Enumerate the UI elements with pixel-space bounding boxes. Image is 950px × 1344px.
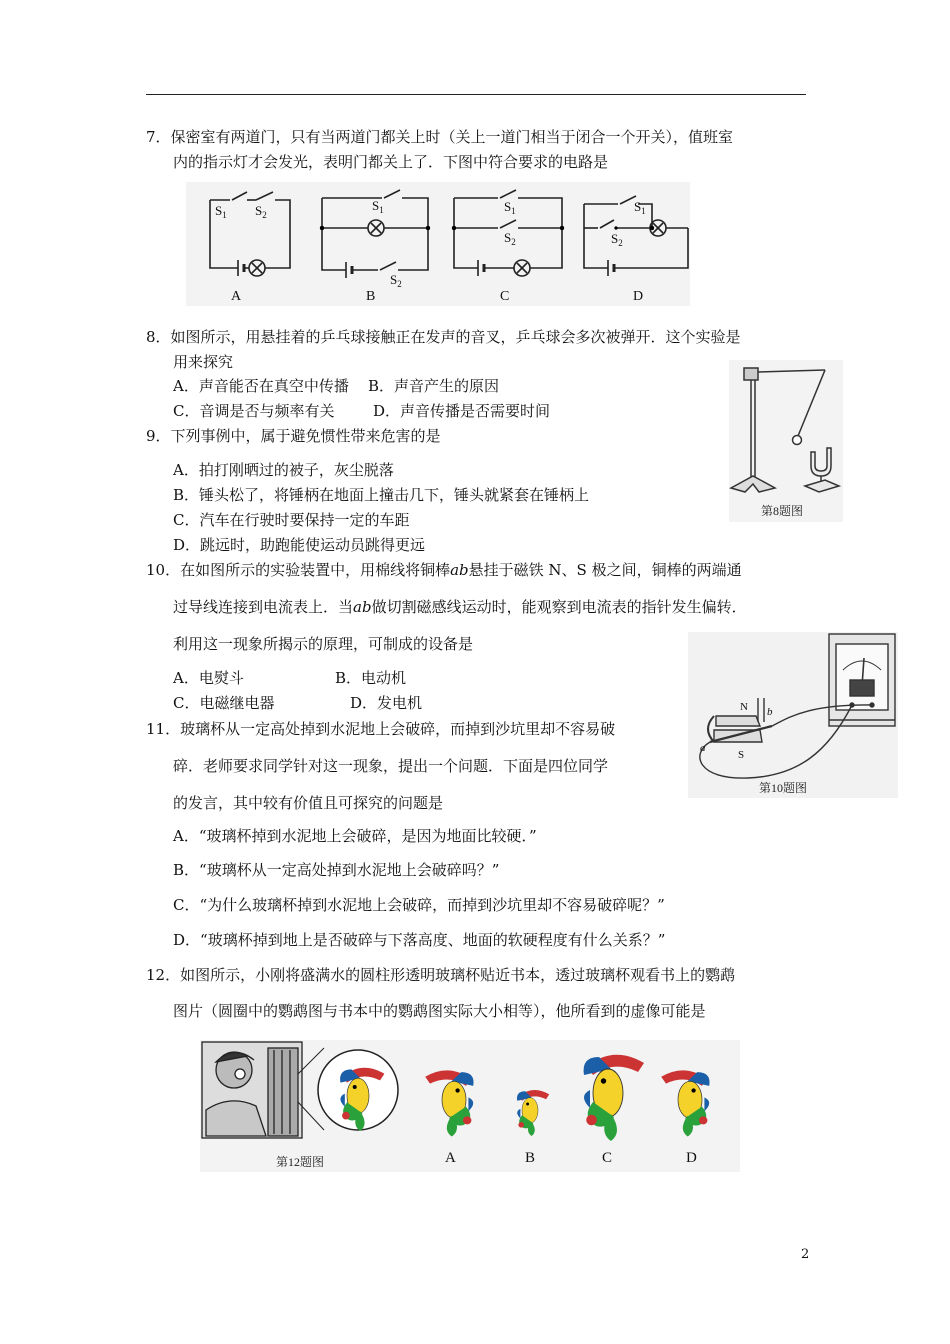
q7-label-b: B xyxy=(366,289,376,304)
q10-option-d: D．发电机 xyxy=(350,694,423,712)
q9-option-d: D．跳远时，助跑能使运动员跳得更远 xyxy=(173,536,426,554)
q10-stem-line1-b: 悬挂于磁铁 N、S 极之间，铜棒的两端通 xyxy=(468,561,742,579)
q10-figure-a: a xyxy=(700,742,706,754)
q10-stem-ab: ab xyxy=(450,561,469,579)
q8-tuning-fork-figure xyxy=(729,360,843,522)
q9-option-c: C．汽车在行驶时要保持一定的车距 xyxy=(173,511,410,529)
q7-stem-line1: 7．保密室有两道门，只有当两道门都关上时（关上一道门相当于闭合一个开关），值班室 xyxy=(146,128,734,146)
q12-parrot-figure xyxy=(200,1040,740,1172)
q10-figure-s: S xyxy=(738,749,745,761)
q10-option-a: A．电熨斗 xyxy=(173,669,244,687)
q10-stem-ab-2: ab xyxy=(353,598,372,616)
q9-option-b: B．锤头松了，将锤柄在地面上撞击几下，锤头就紧套在锤柄上 xyxy=(173,486,590,504)
q12-stem-line1: 12．如图所示，小刚将盛满水的圆柱形透明玻璃杯贴近书本，透过玻璃杯观看书上的鹦鹉 xyxy=(146,966,736,984)
q10-option-b: B．电动机 xyxy=(335,669,407,687)
q8-figure-caption: 第8题图 xyxy=(761,504,804,518)
q11-option-a: A．“玻璃杯掉到水泥地上会破碎，是因为地面比较硬．” xyxy=(173,827,537,845)
q11-stem-line1: 11．玻璃杯从一定高处掉到水泥地上会破碎，而掉到沙坑里却不容易破 xyxy=(146,720,616,738)
q7-b-s1-label: $S_1$ xyxy=(372,198,384,215)
q10-option-c: C．电磁继电器 xyxy=(173,694,275,712)
q8-option-a: A．声音能否在真空中传播 xyxy=(173,377,349,395)
q8-stem-line1: 8．如图所示，用悬挂着的乒乓球接触正在发声的音叉，乒乓球会多次被弹开．这个实验是 xyxy=(146,328,741,346)
q11-stem-line2: 碎．老师要求同学针对这一现象，提出一个问题．下面是四位同学 xyxy=(173,757,609,775)
q11-stem-line3: 的发言，其中较有价值且可探究的问题是 xyxy=(173,794,444,812)
q10-figure-caption: 第10题图 xyxy=(759,781,808,795)
q8-stem-line2: 用来探究 xyxy=(173,353,234,371)
q12-label-b: B xyxy=(525,1150,536,1166)
q11-option-b: B．“玻璃杯从一定高处掉到水泥地上会破碎吗？” xyxy=(173,861,500,879)
q7-c-s2-label: $S_2$ xyxy=(504,230,516,247)
q11-option-c: C．“为什么玻璃杯掉到水泥地上会破碎，而掉到沙坑里却不容易破碎呢？” xyxy=(173,896,665,914)
q7-label-c: C xyxy=(500,289,510,304)
q10-generator-figure xyxy=(688,632,898,798)
q7-a-s2-label: $S_2$ xyxy=(255,203,267,220)
q8-option-b: B．声音产生的原因 xyxy=(368,377,500,395)
q10-figure-n: N xyxy=(740,701,748,713)
q10-stem-line3: 利用这一现象所揭示的原理，可制成的设备是 xyxy=(173,635,474,653)
q7-c-s1-label: $S_1$ xyxy=(504,199,516,216)
q7-d-s1-label: $S_1$ xyxy=(634,199,646,216)
q10-stem-line2-a: 过导线连接到电流表上．当 xyxy=(173,598,354,616)
q7-b-s2-label: $S_2$ xyxy=(390,272,402,289)
q10-stem-line2 xyxy=(173,597,747,617)
q9-option-a: A．拍打刚晒过的被子，灰尘脱落 xyxy=(173,461,394,479)
q12-label-c: C xyxy=(602,1150,613,1166)
q7-label-d: D xyxy=(633,289,644,304)
q12-stem-line2: 图片（圆圈中的鹦鹉图与书本中的鹦鹉图实际大小相等），他所看到的虚像可能是 xyxy=(173,1002,706,1020)
q10-stem-line1 xyxy=(146,560,742,580)
q7-a-s1-label: $S_1$ xyxy=(215,203,227,220)
q12-label-a: A xyxy=(445,1150,456,1166)
boy-with-glass-illustration xyxy=(202,1042,302,1138)
q10-figure-b: b xyxy=(767,706,773,718)
q11-option-d: D．“玻璃杯掉到地上是否破碎与下落高度、地面的软硬程度有什么关系？” xyxy=(173,931,666,949)
q10-stem-line2-b: 做切割磁感线运动时，能观察到电流表的指针发生偏转． xyxy=(371,598,747,616)
q7-d-s2-label: $S_2$ xyxy=(611,231,623,248)
q7-circuit-figure xyxy=(186,182,690,306)
q8-option-d: D．声音传播是否需要时间 xyxy=(373,402,551,420)
q7-label-a: A xyxy=(231,289,242,304)
q10-stem-line1-a: 10．在如图所示的实验装置中，用棉线将铜棒 xyxy=(146,561,451,579)
q12-figure-caption: 第12题图 xyxy=(276,1155,325,1169)
header-rule xyxy=(146,94,806,95)
page-number: 2 xyxy=(801,1247,810,1262)
q9-stem: 9．下列事例中，属于避免惯性带来危害的是 xyxy=(146,427,441,445)
q8-option-c: C．音调是否与频率有关 xyxy=(173,402,335,420)
q7-stem-line2: 内的指示灯才会发光，表明门都关上了．下图中符合要求的电路是 xyxy=(173,153,609,171)
q12-label-d: D xyxy=(686,1150,697,1166)
